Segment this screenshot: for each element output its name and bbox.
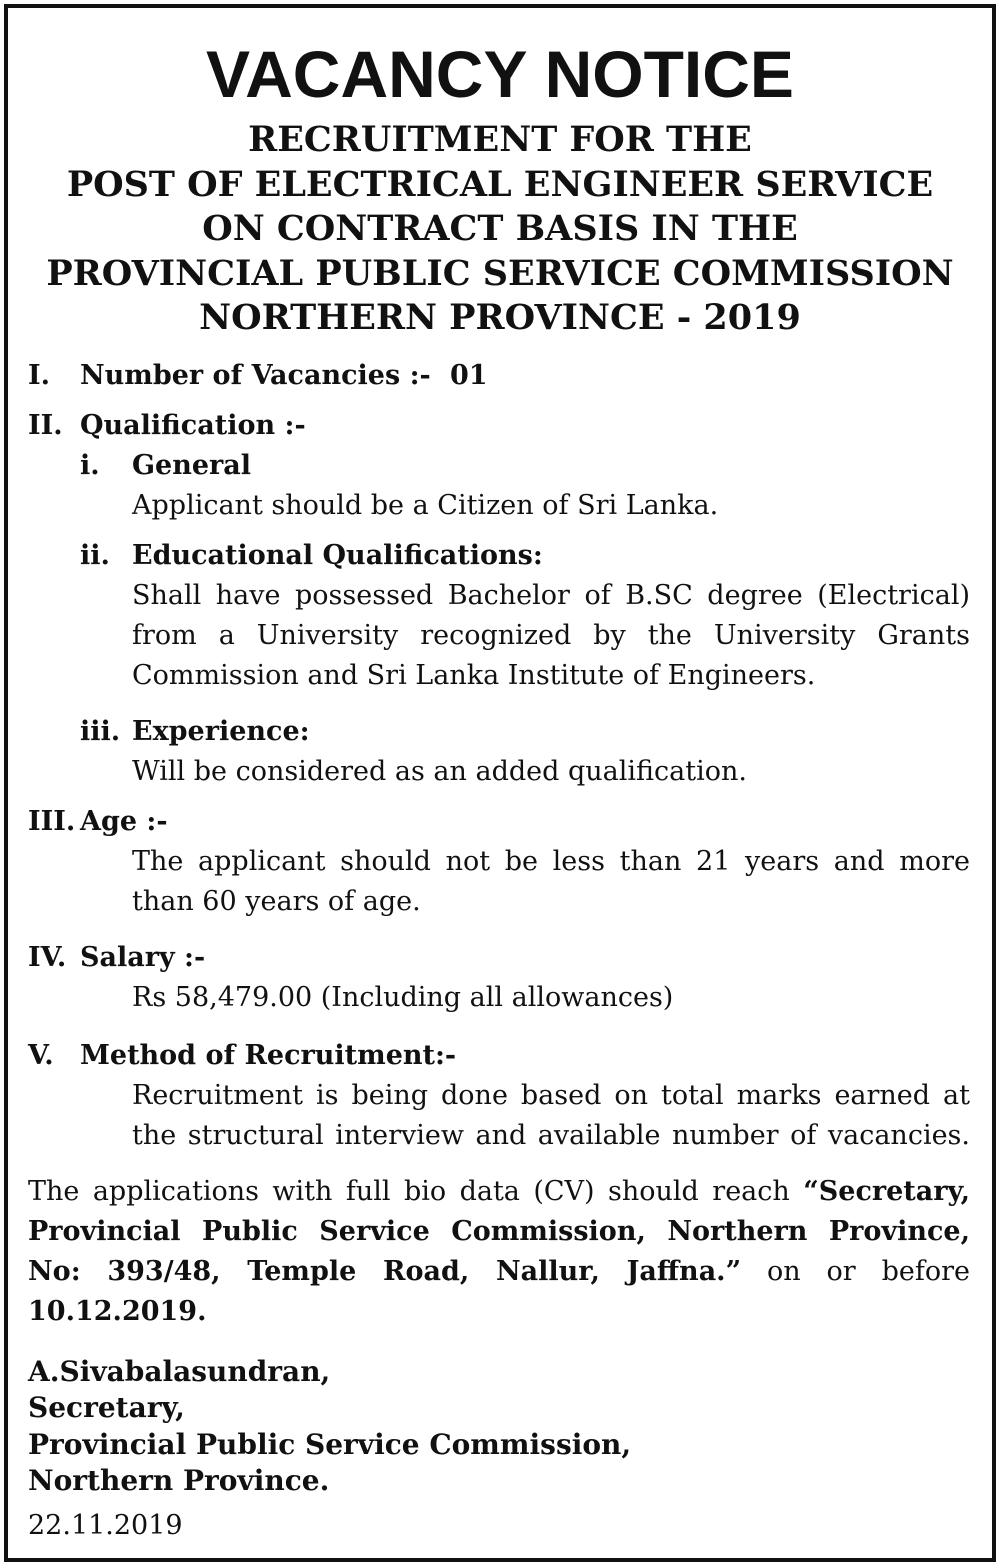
vacancies-label: Number of Vacancies :-: [80, 360, 431, 391]
experience-text: Will be considered as an added qualification.: [132, 756, 747, 787]
salary-label: Salary :-: [80, 942, 206, 973]
age-line-2: than 60 years of age.: [132, 886, 421, 917]
application-address: “Secretary, Provincial Public Service Commission, Northern Province, No: 393/48, Temple Road, Nallur, Jaffna.”: [28, 1176, 970, 1287]
educational-label: Educational Qualifications:: [132, 540, 543, 571]
salary-text: Rs 58,479.00 (Including all allowances): [132, 982, 674, 1013]
section-number-salary: IV.: [28, 942, 67, 973]
application-deadline: 10.12.2019.: [28, 1296, 207, 1327]
section-number-qualification: II.: [28, 410, 63, 441]
section-number-age: III.: [28, 806, 76, 837]
age-label: Age :-: [80, 806, 168, 837]
subtitle-line-1: RECRUITMENT FOR THE: [248, 119, 752, 160]
general-text: Applicant should be a Citizen of Sri Lanka.: [132, 490, 719, 521]
educational-line-2: from a University recognized by the University Grants: [132, 620, 970, 651]
educational-line-1: Shall have possessed Bachelor of B.SC degree (Electrical): [132, 580, 970, 611]
signatory-title: Secretary,: [28, 1391, 185, 1424]
signatory-name: A.Sivabalasundran,: [28, 1355, 331, 1388]
notice-title: VACANCY NOTICE: [206, 37, 794, 111]
section-number-method: V.: [28, 1040, 54, 1071]
method-line-1: Recruitment is being done based on total marks earned at: [132, 1080, 970, 1111]
subtitle-line-2: POST OF ELECTRICAL ENGINEER SERVICE: [66, 163, 934, 205]
subtitle-line-3: ON CONTRACT BASIS IN THE: [202, 208, 798, 249]
experience-label: Experience:: [132, 716, 310, 747]
application-mid: on or before: [767, 1256, 970, 1287]
signatory-org: Provincial Public Service Commission,: [28, 1428, 632, 1461]
subtitle-line-5: NORTHERN PROVINCE - 2019: [199, 297, 801, 338]
subtitle-line-4: PROVINCIAL PUBLIC SERVICE COMMISSION: [46, 252, 954, 294]
section-number-vacancies: I.: [28, 360, 51, 391]
qualification-label: Qualification :-: [80, 410, 306, 441]
signatory-province: Northern Province.: [28, 1464, 330, 1497]
vacancies-value: 01: [450, 360, 488, 391]
experience-number: iii.: [80, 716, 121, 747]
notice-date: 22.11.2019: [28, 1510, 183, 1541]
general-label: General: [132, 450, 252, 481]
educational-line-3: Commission and Sri Lanka Institute of Engineers.: [132, 660, 816, 691]
method-line-2: the structural interview and available number of vacancies.: [132, 1120, 970, 1151]
general-number: i.: [80, 450, 100, 481]
method-label: Method of Recruitment:-: [80, 1040, 457, 1071]
educational-number: ii.: [80, 540, 110, 571]
application-paragraph: [28, 1172, 970, 1332]
application-intro: The applications with full bio data (CV) should reach: [28, 1176, 790, 1207]
notice-subtitle: [0, 118, 1000, 341]
age-line-1: The applicant should not be less than 21 years and more: [132, 846, 970, 877]
